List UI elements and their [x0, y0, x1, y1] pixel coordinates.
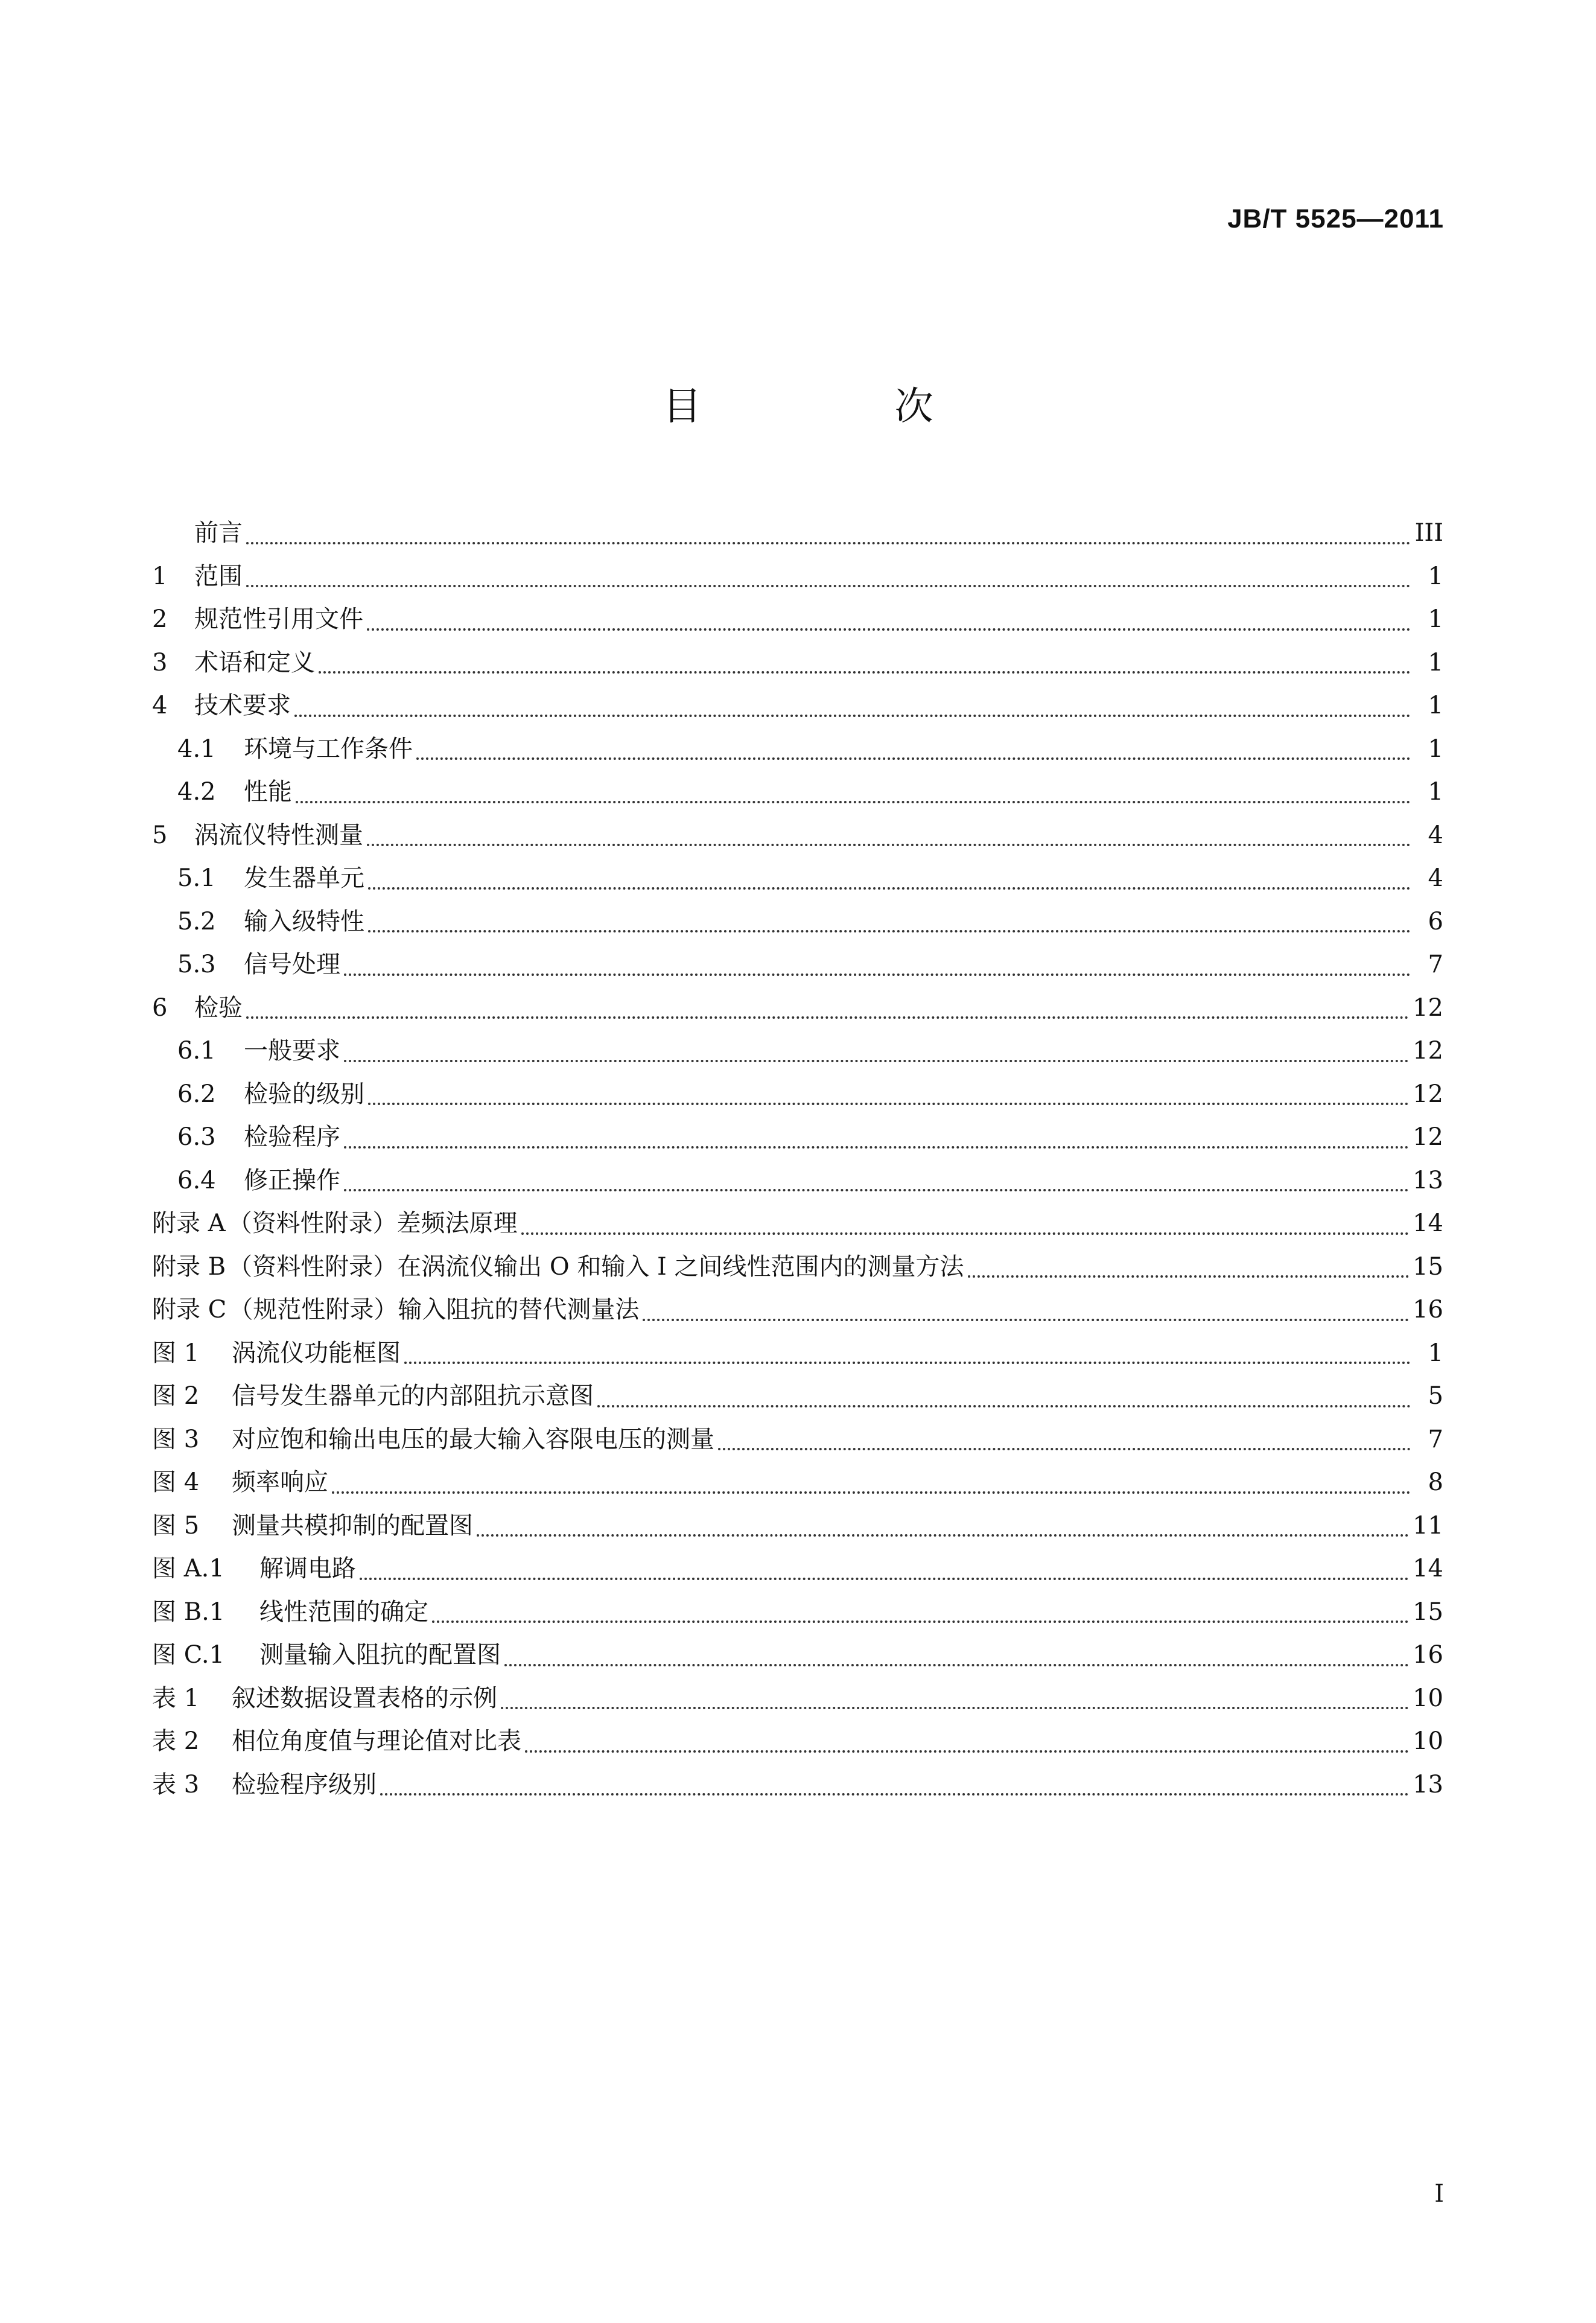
toc-entry[interactable]: [152, 1591, 1443, 1634]
toc-entry-page: 13: [1413, 1166, 1443, 1194]
toc-entry-page: 1: [1428, 778, 1443, 806]
toc-entry-page: 12: [1413, 1037, 1443, 1065]
toc-dot-leader: [504, 1664, 1409, 1666]
toc-entry[interactable]: [152, 814, 1443, 858]
toc-entry-label: 对应饱和输出电压的最大输入容限电压的测量: [232, 1425, 714, 1453]
toc-dot-leader: [416, 757, 1411, 760]
toc-dot-leader: [344, 973, 1411, 976]
toc-dot-leader: [432, 1620, 1409, 1623]
toc-entry[interactable]: [152, 1202, 1443, 1246]
toc-entry-number: 图 2: [152, 1382, 200, 1410]
toc-entry-label: 发生器单元: [244, 864, 364, 892]
toc-entry-label: 性能: [244, 778, 292, 806]
toc-dot-leader: [246, 1016, 1409, 1019]
toc-entry-label: 相位角度值与理论值对比表: [232, 1727, 521, 1755]
toc-entry[interactable]: [152, 1634, 1443, 1677]
toc-entry-number: 附录 C: [152, 1296, 227, 1324]
toc-entry-page: 14: [1413, 1555, 1443, 1582]
toc-entry[interactable]: [152, 728, 1443, 771]
toc-entry[interactable]: [152, 1073, 1443, 1117]
toc-dot-leader: [718, 1448, 1411, 1450]
toc-entry-page: 1: [1428, 562, 1443, 590]
toc-entry[interactable]: [152, 900, 1443, 944]
toc-dot-leader: [246, 542, 1411, 544]
toc-entry[interactable]: [152, 1418, 1443, 1462]
toc-entry-label: （资料性附录）在涡流仪输出 O 和输入 I 之间线性范围内的测量方法: [228, 1252, 964, 1281]
toc-entry-label: 检验: [194, 993, 243, 1022]
toc-entry-label: 输入级特性: [244, 907, 364, 935]
toc-entry-label: 一般要求: [244, 1037, 340, 1065]
toc-entry-label: 叙述数据设置表格的示例: [232, 1684, 497, 1712]
toc-entry-number: 图 4: [152, 1468, 200, 1496]
toc-dot-leader: [360, 1578, 1409, 1580]
toc-entry[interactable]: [152, 1375, 1443, 1418]
toc-entry-page: 1: [1428, 735, 1443, 763]
toc-dot-leader: [296, 801, 1411, 803]
toc-entry-label: 线性范围的确定: [259, 1598, 428, 1626]
toc-entry-label: 涡流仪特性测量: [194, 821, 363, 849]
toc-entry[interactable]: [152, 642, 1443, 685]
page-number: I: [1434, 2180, 1444, 2208]
toc-entry-number: 图 C.1: [152, 1641, 225, 1669]
toc-entry-page: 16: [1413, 1296, 1443, 1324]
toc-dot-leader: [501, 1707, 1409, 1709]
toc-entry-number: 图 5: [152, 1511, 200, 1540]
toc-entry-label: 频率响应: [232, 1468, 328, 1496]
toc-dot-leader: [367, 844, 1411, 846]
toc-entry-number: 表 2: [152, 1727, 200, 1755]
toc-entry[interactable]: [152, 1289, 1443, 1332]
toc-entry-number: 表 3: [152, 1770, 200, 1799]
toc-entry[interactable]: [152, 987, 1443, 1030]
toc-entry-number: 5.3: [177, 951, 216, 978]
toc-entry[interactable]: [152, 1547, 1443, 1591]
toc-entry-page: 6: [1428, 907, 1443, 935]
toc-entry-page: 1: [1428, 648, 1443, 677]
toc-entry-number: 附录 A: [152, 1209, 226, 1237]
toc-dot-leader: [344, 1189, 1409, 1191]
toc-entry[interactable]: [152, 1030, 1443, 1073]
toc-entry-number: 6.1: [177, 1037, 216, 1065]
toc-entry-number: 5: [152, 821, 168, 849]
toc-dot-leader: [368, 887, 1411, 890]
toc-entry-number: 表 1: [152, 1684, 200, 1712]
toc-dot-leader: [968, 1275, 1410, 1278]
toc-dot-leader: [368, 930, 1411, 932]
toc-entry-page: 5: [1428, 1382, 1443, 1410]
toc-entry-number: 图 3: [152, 1425, 200, 1453]
toc-entry-page: 15: [1413, 1598, 1443, 1626]
toc-entry-page: 4: [1428, 864, 1443, 892]
page-title: 目 次: [663, 384, 1024, 429]
toc-dot-leader: [344, 1146, 1409, 1149]
toc-entry-number: 6.4: [177, 1166, 216, 1194]
toc-dot-leader: [404, 1362, 1411, 1364]
toc-entry-page: 16: [1413, 1641, 1443, 1669]
toc-entry-page: III: [1414, 519, 1443, 547]
toc-entry-number: 6.3: [177, 1123, 216, 1151]
toc-dot-leader: [525, 1750, 1409, 1753]
toc-entry[interactable]: [152, 943, 1443, 987]
toc-entry-page: 11: [1413, 1511, 1443, 1540]
toc-dot-leader: [294, 715, 1411, 717]
toc-entry-label: 测量共模抑制的配置图: [232, 1511, 473, 1540]
toc-entry-label: 环境与工作条件: [244, 735, 413, 763]
toc-entry-number: 6.2: [177, 1080, 216, 1108]
toc-dot-leader: [643, 1319, 1409, 1321]
toc-entry[interactable]: [152, 1720, 1443, 1764]
toc-entry-page: 13: [1413, 1770, 1443, 1799]
toc-entry[interactable]: [152, 771, 1443, 814]
toc-entry[interactable]: [152, 512, 1443, 555]
toc-entry-page: 12: [1413, 1123, 1443, 1151]
toc-entry-label: 前言: [194, 519, 243, 547]
toc-entry[interactable]: [152, 857, 1443, 900]
toc-entry-label: 信号发生器单元的内部阻抗示意图: [232, 1382, 594, 1410]
toc-entry-label: 规范性引用文件: [194, 605, 363, 633]
toc-entry-page: 7: [1428, 1425, 1443, 1453]
toc-dot-leader: [477, 1534, 1409, 1537]
toc-entry-label: 测量输入阻抗的配置图: [259, 1641, 501, 1669]
toc-entry-page: 10: [1413, 1727, 1443, 1755]
toc-entry[interactable]: [152, 1332, 1443, 1375]
toc-dot-leader: [368, 1103, 1409, 1105]
toc-entry-page: 14: [1413, 1209, 1443, 1237]
toc-entry-page: 1: [1428, 1339, 1443, 1367]
toc-entry-number: 4.1: [177, 735, 216, 763]
toc-entry-page: 7: [1428, 951, 1443, 978]
toc-entry-number: 2: [152, 605, 168, 633]
toc-entry[interactable]: [152, 555, 1443, 599]
toc-entry-number: 附录 B: [152, 1252, 226, 1281]
standard-code: JB/T 5525—2011: [1227, 204, 1444, 234]
toc-entry-page: 1: [1428, 692, 1443, 719]
toc-entry-page: 12: [1413, 1080, 1443, 1108]
toc-entry-label: 修正操作: [244, 1166, 340, 1194]
toc-entry[interactable]: [152, 598, 1443, 642]
toc-entry-page: 8: [1428, 1468, 1443, 1496]
toc-dot-leader: [319, 671, 1411, 674]
toc-dot-leader: [246, 585, 1411, 587]
toc-entry-page: 1: [1428, 605, 1443, 633]
toc-entry-page: 12: [1413, 993, 1443, 1022]
toc-entry-number: 6: [152, 993, 168, 1022]
toc-entry-label: 术语和定义: [194, 648, 315, 677]
toc-entry[interactable]: [152, 1116, 1443, 1159]
toc-entry-label: 检验程序: [244, 1123, 340, 1151]
toc-entry[interactable]: [152, 1246, 1443, 1289]
toc-entry-number: 1: [152, 562, 168, 590]
toc-entry[interactable]: [152, 684, 1443, 728]
toc-entry-number: 图 1: [152, 1339, 200, 1367]
toc-dot-leader: [344, 1060, 1409, 1062]
toc-entry-page: 10: [1413, 1684, 1443, 1712]
toc-entry-number: 4: [152, 692, 168, 719]
toc-dot-leader: [332, 1491, 1411, 1494]
toc-entry[interactable]: [152, 1764, 1443, 1807]
toc-dot-leader: [521, 1232, 1409, 1235]
toc-dot-leader: [380, 1793, 1409, 1796]
toc-dot-leader: [597, 1405, 1411, 1407]
toc-entry-number: 4.2: [177, 778, 216, 806]
toc-entry-label: 检验的级别: [244, 1080, 364, 1108]
toc-entry-label: 范围: [194, 562, 243, 590]
toc-entry-number: 5.1: [177, 864, 216, 892]
toc-entry[interactable]: [152, 1159, 1443, 1203]
toc-entry-label: （资料性附录）差频法原理: [227, 1209, 518, 1237]
toc-entry-label: 信号处理: [244, 951, 340, 978]
toc-entry-label: 技术要求: [194, 692, 291, 719]
toc-entry[interactable]: [152, 1505, 1443, 1548]
toc-entry-label: （规范性附录）输入阻抗的替代测量法: [229, 1296, 640, 1324]
toc-entry-number: 5.2: [177, 907, 216, 935]
toc-dot-leader: [367, 628, 1411, 631]
toc-entry-page: 4: [1428, 821, 1443, 849]
toc-entry-label: 涡流仪功能框图: [232, 1339, 401, 1367]
toc-entry-number: 图 A.1: [152, 1555, 224, 1582]
toc-entry-number: 图 B.1: [152, 1598, 225, 1626]
toc-entry-page: 15: [1413, 1252, 1443, 1281]
table-of-contents: [152, 512, 1443, 1806]
toc-entry-label: 检验程序级别: [232, 1770, 377, 1799]
toc-entry[interactable]: [152, 1677, 1443, 1721]
toc-entry-number: 3: [152, 648, 168, 677]
toc-entry-label: 解调电路: [259, 1555, 356, 1582]
toc-entry[interactable]: [152, 1461, 1443, 1505]
